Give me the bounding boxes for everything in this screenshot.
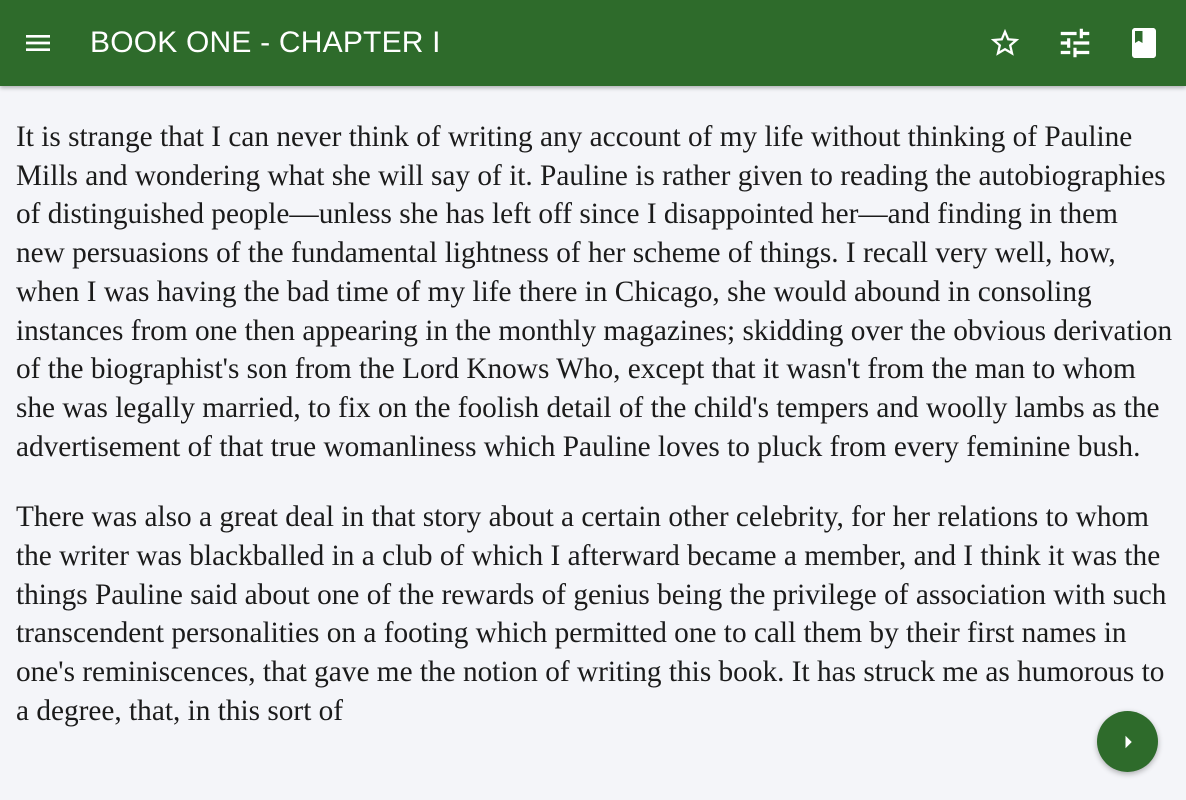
reading-content[interactable] xyxy=(16,118,1174,763)
menu-icon xyxy=(22,27,54,59)
book-icon xyxy=(1126,25,1162,61)
paragraph: There was also a great deal in that story about a certain other celebrity, for her relations to whom the writer was blackballed in a club of which I afterward became a member, and I think it was the things Pauline said about one of the rewards of genius being the privilege of association with such transcendent personalities on a footing which permitted one to call them by their first names in one's reminiscences, that gave me the notion of writing this book. It has struck me as humorous to a degree, that, in this sort of xyxy=(16,501,1167,727)
chapter-title: BOOK ONE - CHAPTER I xyxy=(90,26,441,59)
bookmark-button[interactable] xyxy=(983,21,1027,65)
settings-button[interactable] xyxy=(1053,21,1097,65)
chevron-right-icon xyxy=(1113,727,1143,757)
paragraph: It is strange that I can never think of writing any account of my life without thinking of Pauline Mills and wondering what she will say of it. Pauline is rather given to reading the autobiographies of distinguished people—unless she has left off since I disappointed her—and finding in them new persuasions of the fundamental lightness of her scheme of things. I recall very well, how, when I was having the bad time of my life there in Chicago, she would abound in consoling instances from one then appearing in the monthly magazines; skidding over the obvious derivation of the biographist's son from the Lord Knows Who, except that it wasn't from the man to whom she was legally married, to fix on the foolish detail of the child's tempers and woolly lambs as the advertisement of that true womanliness which Pauline loves to pluck from every feminine bush. xyxy=(16,121,1173,463)
next-page-button[interactable] xyxy=(1097,711,1158,772)
tune-sliders-icon xyxy=(1056,24,1094,62)
star-outline-icon xyxy=(988,26,1022,60)
contents-button[interactable] xyxy=(1122,21,1166,65)
menu-button[interactable] xyxy=(16,21,60,65)
app-bar xyxy=(0,0,1186,86)
